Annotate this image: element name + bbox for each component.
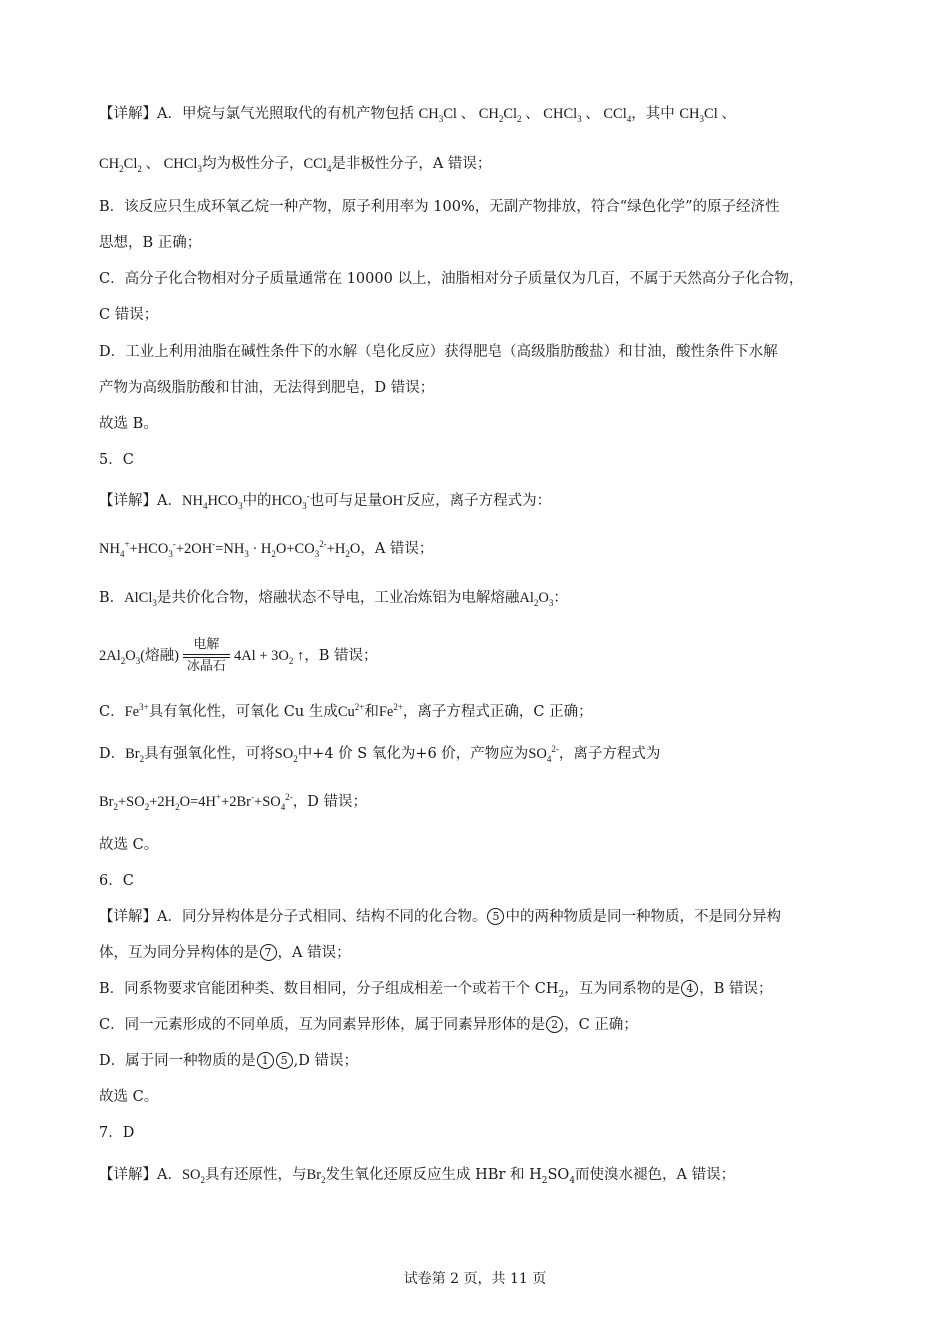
text: ，互为同系物的是 xyxy=(564,981,681,997)
text: D． xyxy=(99,746,126,762)
text-line: C 错误； xyxy=(99,307,159,323)
equation: $NH_4^++HCO_3^-+2OH^-=NH_3 \cdot H_2O+CO_3^{2-}+H_2O$ xyxy=(99,539,361,559)
formula: $CH_3Cl$ 、 xyxy=(679,106,736,124)
text: 【详解】A． xyxy=(99,493,182,509)
text-line xyxy=(99,491,551,511)
question-number: 5．C xyxy=(99,452,134,468)
text: C．同一元素形成的不同单质，互为同素异形体，属于同素异形体的是 xyxy=(99,1017,546,1033)
equation: $Br_2+SO_2+2H_2O=4H^++2Br^-+SO_4^{2-}$ xyxy=(99,792,293,812)
formula: $SO_4^{2-}$ xyxy=(528,744,559,764)
formula: $SO_2$ xyxy=(181,1167,206,1185)
text-line: C．高分子化合物相对分子质量通常在 10000 以上，油脂相对分子质量仅为几百，不属于天然高分子化合物， xyxy=(99,271,804,287)
circled-number: 4 xyxy=(681,980,698,997)
text-line xyxy=(99,744,660,764)
text-line xyxy=(99,104,736,124)
text: 【详解】A．同分异构体是分子式相同、结构不同的化合物。 xyxy=(99,909,487,925)
text: 体，互为同分异构体的是 xyxy=(99,945,259,961)
text-line xyxy=(99,588,568,608)
circled-number: 7 xyxy=(260,944,277,961)
formula: CCl$_4$ xyxy=(303,156,332,174)
formula: $Br_2$ xyxy=(125,746,145,764)
text-line xyxy=(99,943,351,963)
text: 是共价化合物，熔融状态不导电，工业冶炼铝为电解熔融 xyxy=(156,590,520,606)
question-number: 7．D xyxy=(99,1125,135,1141)
question-number: 6．C xyxy=(99,873,134,889)
text: 是非极性分子，A 错误； xyxy=(331,156,492,172)
text: ，离子方程式为 xyxy=(558,746,661,762)
page-footer: 试卷第 2 页，共 11 页 xyxy=(403,1271,547,1287)
text-line: B．该反应只生成环氧乙烷一种产物，原子利用率为 100%，无副产物排放，符合“绿色化学”的原子经济性 xyxy=(99,199,780,215)
text: ，C 正确； xyxy=(564,1017,638,1033)
text-line: D．工业上利用油脂在碱性条件下的水解（皂化反应）获得肥皂（高级脂肪酸盐）和甘油，酸性条件下水解 xyxy=(99,344,778,360)
text-line xyxy=(99,792,367,812)
formula: $CH_3Cl$ 、 $CH_2Cl_2$ 、 CHCl$_3$ 、 CCl$_4$ xyxy=(418,106,632,124)
formula: $CH_2Cl_2$ 、 CHCl$_3$ xyxy=(99,156,202,174)
text-line: 故选 C。 xyxy=(99,837,159,853)
text: ，A 错误； xyxy=(360,541,434,557)
formula: $NH_4HCO_3$ xyxy=(181,493,243,511)
text: 具有还原性，与 xyxy=(205,1167,307,1183)
text: ，B 错误； xyxy=(304,648,378,664)
text-line: 【详解】A．$SO_2$具有还原性，与$Br_2$发生氧化还原反应生成 HBr 和 $H_2SO_4$而使溴水褪色，A 错误； xyxy=(99,1167,736,1186)
equation: $2Al_2O_3$(熔融) xyxy=(99,648,179,666)
formula: $Br_2$ xyxy=(306,1167,326,1185)
text-line: 故选 C。 xyxy=(99,1089,159,1105)
text: 具有氧化性，可氧化 Cu 生成 xyxy=(148,704,338,720)
circled-number: 1 xyxy=(257,1052,274,1069)
text: 【详解】A．甲烷与氯气光照取代的有机产物包括 xyxy=(99,106,414,122)
text: D．属于同一种物质的是 xyxy=(99,1053,256,1069)
formula: $Fe^{3+}$ xyxy=(124,702,149,720)
text: C． xyxy=(99,704,125,720)
text: 具有强氧化性，可将 xyxy=(144,746,275,762)
text-line xyxy=(99,539,433,559)
formula: $Fe^{2+}$ xyxy=(378,702,403,720)
text: 【详解】A． xyxy=(99,1167,182,1183)
text-line xyxy=(99,1051,358,1071)
text-line: 产物为高级脂肪酸和甘油，无法得到肥皂，D 错误； xyxy=(99,380,435,396)
text: 均为极性分子， xyxy=(201,156,304,172)
text: 中+4 价 S 氧化为+6 价，产物应为 xyxy=(297,746,529,762)
text: B． xyxy=(99,590,125,606)
equation-line xyxy=(99,635,377,677)
formula: $HCO_3^-$ xyxy=(271,491,310,511)
equation: $4Al + 3O_2$ ↑ xyxy=(233,648,305,666)
circled-number: 5 xyxy=(276,1052,293,1069)
formula: $Cu^{2+}$ xyxy=(337,702,365,720)
formula: $Al_2O_3$ xyxy=(519,590,554,608)
text: ,D 错误； xyxy=(293,1053,358,1069)
text-line xyxy=(99,1015,638,1035)
text: 而使溴水褪色，A 错误； xyxy=(575,1167,736,1183)
text: ，离子方程式正确，C 正确； xyxy=(402,704,593,720)
text: ，A 错误； xyxy=(277,945,351,961)
text: 中的 xyxy=(242,493,272,509)
text-line: B．同系物要求官能团种类、数目相同，分子组成相差一个或若干个 $CH_2$，互为同系物的是 4 ，B 错误； xyxy=(99,981,773,1000)
text: ： xyxy=(553,590,568,606)
text: 反应，离子方程式为： xyxy=(406,493,552,509)
text: SO xyxy=(547,1167,570,1183)
text: ，B 错误； xyxy=(699,981,773,997)
formula: $SO_2$ xyxy=(274,746,298,764)
circled-number: 2 xyxy=(546,1016,563,1033)
text-line xyxy=(99,154,491,174)
text: ，D 错误； xyxy=(292,794,367,810)
text: 和 xyxy=(364,704,379,720)
text-line: 思想，B 正确； xyxy=(99,235,202,251)
text-line: 故选 B。 xyxy=(99,416,158,432)
text-line xyxy=(99,907,781,927)
reaction-condition: $\frac{\text{电解}}{\text{冰晶石}}$ xyxy=(183,636,230,676)
text: ，其中 xyxy=(631,106,675,122)
text-line xyxy=(99,702,593,722)
circled-number: 5 xyxy=(487,908,504,925)
formula: OH- xyxy=(382,491,407,509)
text: 也可与足量 xyxy=(309,493,383,509)
text: 发生氧化还原反应生成 HBr 和 H xyxy=(325,1167,542,1183)
formula: AlCl$_3$ xyxy=(124,590,157,608)
text: 中的两种物质是同一种物质，不是同分异构 xyxy=(505,909,781,925)
text: B．同系物要求官能团种类、数目相同，分子组成相差一个或若干个 CH xyxy=(99,981,559,997)
